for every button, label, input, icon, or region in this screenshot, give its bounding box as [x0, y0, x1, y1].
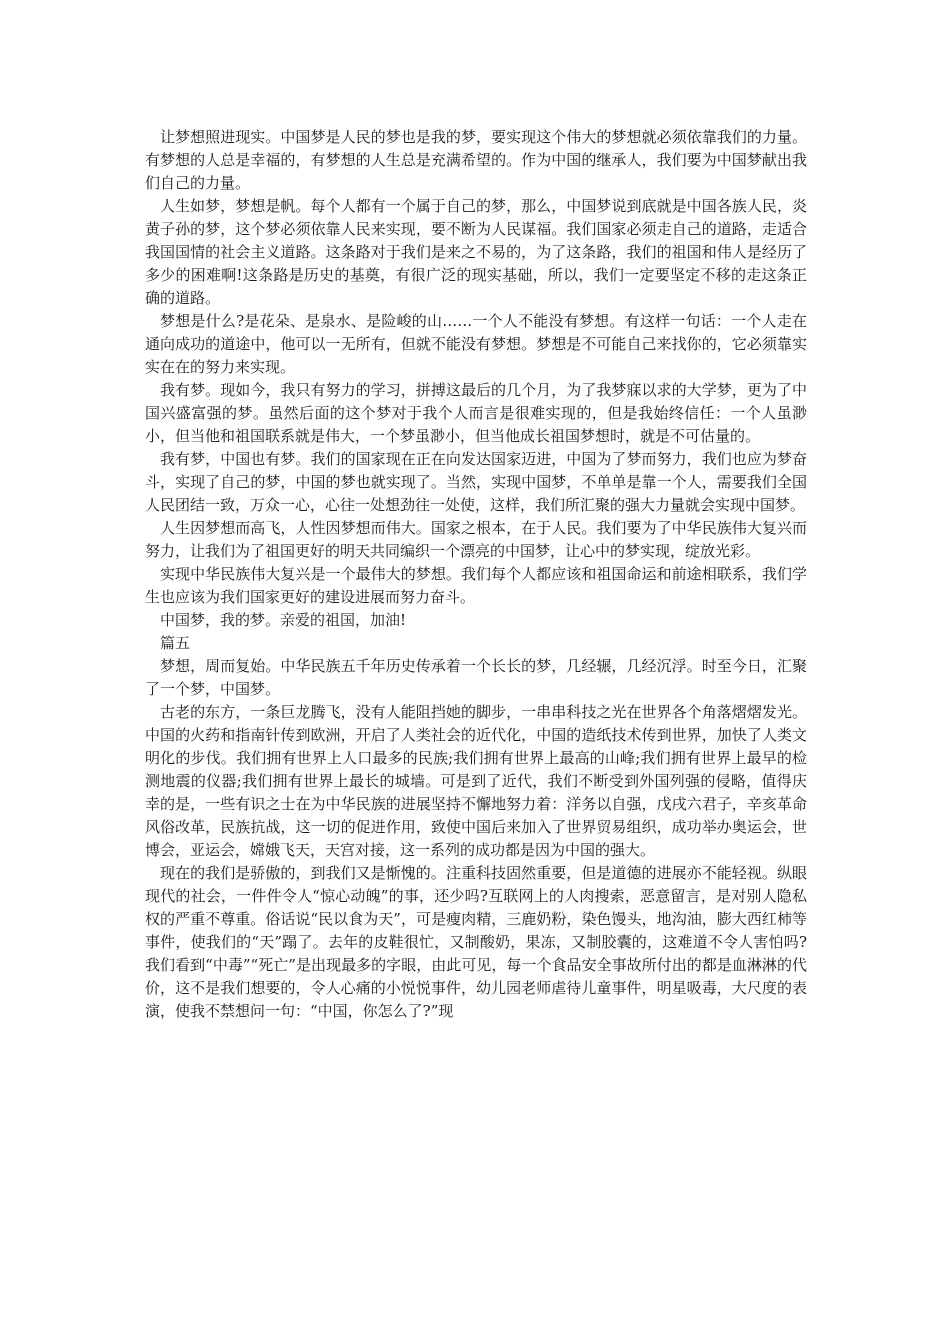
document-page [145, 126, 807, 1023]
paragraph-4: 我有梦。现如今，我只有努力的学习，拼搏这最后的几个月，为了我梦寐以求的大学梦，更为了中国兴盛富强的梦。虽然后面的这个梦对于我个人而言是很难实现的，但是我始终信任：一个人虽渺小，但当他和祖国联系就是伟大，一个梦虽渺小，但当他成长祖国梦想时，就是不可估量的。 [145, 381, 807, 445]
paragraph-5: 我有梦，中国也有梦。我们的国家现在正在向发达国家迈进，中国为了梦而努力，我们也应为梦奋斗，实现了自己的梦，中国的梦也就实现了。当然，实现中国梦，不单单是靠一个人，需要我们全国人民团结一致，万众一心，心往一处想劲往一处使，这样，我们所汇聚的强大力量就会实现中国梦。 [145, 450, 807, 514]
section-heading: 篇五 [160, 634, 191, 652]
paragraph-7: 实现中华民族伟大复兴是一个最伟大的梦想。我们每个人都应该和祖国命运和前途相联系，我们学生也应该为我们国家更好的建设进展而努力奋斗。 [145, 565, 807, 606]
paragraph-6: 人生因梦想而高飞，人性因梦想而伟大。国家之根本，在于人民。我们要为了中华民族伟大复兴而努力，让我们为了祖国更好的明天共同编织一个漂亮的中国梦，让心中的梦实现，绽放光彩。 [145, 519, 807, 560]
paragraph-2: 人生如梦，梦想是帆。每个人都有一个属于自己的梦，那么，中国梦说到底就是中国各族人民，炎黄子孙的梦，这个梦必须依靠人民来实现，要不断为人民谋福。我们国家必须走自己的道路，走适合我国国情的社会主义道路。这条路对于我们是来之不易的，为了这条路，我们的祖国和伟人是经历了多少的困难啊!这条路是历史的基奠，有很广泛的现实基础，所以，我们一定要坚定不移的走这条正确的道路。 [145, 197, 807, 307]
paragraph-11: 现在的我们是骄傲的，到我们又是惭愧的。注重科技固然重要，但是道德的进展亦不能轻视。纵眼现代的社会，一件件令人“惊心动魄”的事，还少吗?互联网上的人肉搜索，恶意留言，是对别人隐私权的严重不尊重。俗话说“民以食为天”，可是瘦肉精，三鹿奶粉，染色馒头，地沟油，膨大西红柿等事件，使我们的“天”蹋了。去年的皮鞋很忙，又制酸奶，果冻，又制胶囊的，这难道不令人害怕吗?我们看到“中毒”“死亡”是出现最多的字眼，由此可见，每一个食品安全事故所付出的都是血淋淋的代价，这不是我们想要的，令人心痛的小悦悦事件，幼儿园老师虐待儿童事件，明星吸毒，大尺度的表演，使我不禁想问一句：“中国，你怎么了?”现 [145, 864, 807, 1020]
paragraph-1: 让梦想照进现实。中国梦是人民的梦也是我的梦，要实现这个伟大的梦想就必须依靠我们的力量。有梦想的人总是幸福的，有梦想的人生总是充满希望的。作为中国的继承人，我们要为中国梦献出我们自己的力量。 [145, 128, 807, 192]
paragraph-9: 梦想，周而复始。中华民族五千年历史传承着一个长长的梦，几经辗，几经沉浮。时至今日，汇聚了一个梦，中国梦。 [145, 657, 807, 698]
paragraph-10: 古老的东方，一条巨龙腾飞，没有人能阻挡她的脚步，一串串科技之光在世界各个角落熠熠发光。中国的火药和指南针传到欧洲，开启了人类社会的近代化，中国的造纸技术传到世界，加快了人类文明化的步伐。我们拥有世界上人口最多的民族;我们拥有世界上最高的山峰;我们拥有世界上最早的检测地震的仪器;我们拥有世界上最长的城墙。可是到了近代，我们不断受到外国列强的侵略，值得庆幸的是，一些有识之士在为中华民族的进展坚持不懈地努力着：洋务以自强，戊戌六君子，辛亥革命风俗改革，民族抗战，这一切的促进作用，致使中国后来加入了世界贸易组织，成功举办奥运会，世博会，亚运会，嫦娥飞天，天宫对接，这一系列的成功都是因为中国的强大。 [145, 703, 807, 859]
paragraph-8: 中国梦，我的梦。亲爱的祖国，加油! [160, 611, 407, 629]
paragraph-3: 梦想是什么?是花朵、是泉水、是险峻的山……一个人不能没有梦想。有这样一句话：一个人走在通向成功的道途中，他可以一无所有，但就不能没有梦想。梦想是不可能自己来找你的，它必须靠实实在在的努力来实现。 [145, 312, 807, 376]
